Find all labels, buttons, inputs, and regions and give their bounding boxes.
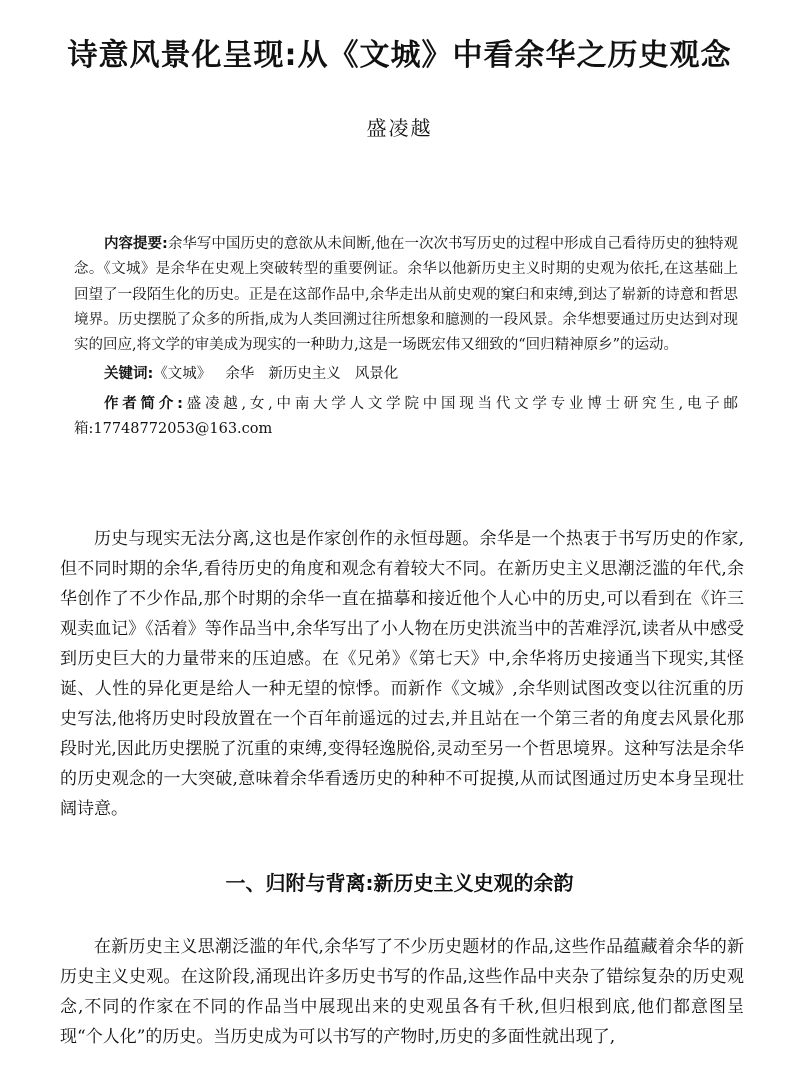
author-bio [74, 392, 738, 443]
author-name: 盛凌越 [366, 116, 433, 140]
section-1-body [60, 932, 744, 1052]
intro-section [60, 524, 744, 824]
abstract-block [74, 232, 738, 442]
author-bio-label: 作者简介: [104, 395, 183, 412]
intro-paragraph: 历史与现实无法分离,这也是作家创作的永恒母题。余华是一个热衷于书写历史的作家,但不同时期的余华,看待历史的角度和观念有着较大不同。在新历史主义思潮泛滥的年代,余华创作了不少作品,那个时期的余华一直在描摹和接近他个人心中的历史,可以看到在《许三观卖血记》《活着》等作品当中,余华写出了小人物在历史洪流当中的苦难浮沉,读者从中感受到历史巨大的力量带来的压迫感。在《兄弟》《第七天》中,余华将历史接通当下现实,其怪诞、人性的异化更是给人一种无望的惊悸。而新作《文城》,余华则试图改变以往沉重的历史写法,他将历史时段放置在一个百年前遥远的过去,并且站在一个第三者的角度去风景化那段时光,因此历史摆脱了沉重的束缚,变得轻逸脱俗,灵动至另一个哲思境界。这种写法是余华的历史观念的一大突破,意味着余华看透历史的种种不可捉摸,从而试图通过历史本身呈现壮阔诗意。 [60, 529, 744, 819]
keywords [74, 362, 738, 387]
paper-title: 诗意风景化呈现:从《文城》中看余华之历史观念 [67, 38, 732, 73]
section-heading: 一、归附与背离:新历史主义史观的余韵 [225, 871, 574, 895]
section-1-paragraph: 在新历史主义思潮泛滥的年代,余华写了不少历史题材的作品,这些作品蕴藏着余华的新历史主义史观。在这阶段,涌现出许多历史书写的作品,这些作品中夹杂了错综复杂的历史观念,不同的作家在不同的作品当中展现出来的史观虽各有千秋,但归根到底,他们都意图呈现“个人化”的历史。当历史成为可以书写的产物时,历史的多面性就出现了, [60, 937, 744, 1047]
keyword: 风景化 [354, 366, 399, 383]
abstract [74, 232, 738, 358]
keywords-label: 关键词: [104, 366, 154, 383]
keyword: 新历史主义 [268, 366, 341, 383]
keyword: 余华 [225, 366, 255, 383]
abstract-text: 余华写中国历史的意欲从未间断,他在一次次书写历史的过程中形成自己看待历史的独特观念。《文城》是余华在史观上突破转型的重要例证。余华以他新历史主义时期的史观为依托,在这基础上回望了一段陌生化的历史。正是在这部作品中,余华走出从前史观的窠臼和束缚,到达了崭新的诗意和哲思境界。历史摆脱了众多的所指,成为人类回溯过往所想象和臆测的一段风景。余华想要通过历史达到对现实的回应,将文学的审美成为现实的一种助力,这是一场既宏伟又细致的“回归精神原乡”的运动。 [74, 236, 738, 354]
abstract-label: 内容提要: [104, 236, 168, 252]
author-bio-text: 盛凌越,女,中南大学人文学院中国现当代文学专业博士研究生,电子邮箱:17748772053@163.com [74, 395, 738, 438]
keyword: 《文城》 [153, 366, 212, 383]
